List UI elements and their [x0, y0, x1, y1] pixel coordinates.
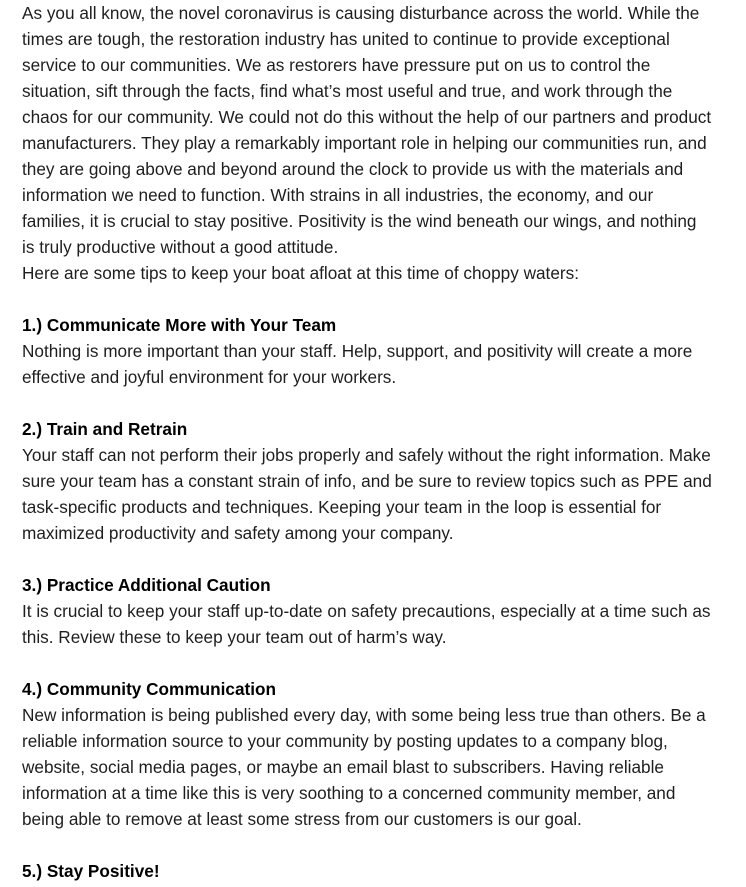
- intro-lead-in: Here are some tips to keep your boat afloat at this time of choppy waters:: [22, 263, 579, 283]
- tip-heading: 2.) Train and Retrain: [22, 419, 188, 439]
- tip-body: Your staff can not perform their jobs properly and safely without the right information. Make sure your team has a constant strain of info, and be sure to review topics such as PPE and task-specific products and techniques. Keeping your team in the loop is essential for maximized productivity and safety among your company.: [22, 445, 712, 543]
- tip-section: [22, 572, 712, 650]
- intro-paragraph: [22, 0, 712, 286]
- tip-body: It is crucial to keep your staff up-to-date on safety precautions, especially at a time such as this. Review these to keep your team out of harm’s way.: [22, 601, 711, 647]
- tip-section: [22, 312, 712, 390]
- tip-heading: 5.) Stay Positive!: [22, 861, 160, 881]
- intro-text: As you all know, the novel coronavirus is causing disturbance across the world. While the times are tough, the restoration industry has united to continue to provide exceptional service to our communities. We as restorers have pressure put on us to control the situation, sift through the facts, find what’s most useful and true, and work through the chaos for our community. We could not do this without the help of our partners and product manufacturers. They play a remarkably important role in helping our communities run, and they are going above and beyond around the clock to provide us with the materials and information we need to function. With strains in all industries, the economy, and our families, it is crucial to stay positive. Positivity is the wind beneath our wings, and nothing is truly productive without a good attitude.: [22, 3, 712, 257]
- tip-body: New information is being published every day, with some being less true than others. Be a reliable information source to your community by posting updates to a company blog, website, social media pages, or maybe an email blast to subscribers. Having reliable information at a time like this is very soothing to a concerned community member, and being able to remove at least some stress from our customers is our goal.: [22, 705, 706, 829]
- tip-body: Nothing is more important than your staff. Help, support, and positivity will create a more effective and joyful environment for your workers.: [22, 341, 693, 387]
- tip-section: [22, 416, 712, 546]
- tip-heading: 3.) Practice Additional Caution: [22, 575, 271, 595]
- tip-section: [22, 858, 712, 884]
- article-body: [22, 0, 712, 884]
- tip-heading: 1.) Communicate More with Your Team: [22, 315, 337, 335]
- tip-section: [22, 676, 712, 832]
- tip-heading: 4.) Community Communication: [22, 679, 277, 699]
